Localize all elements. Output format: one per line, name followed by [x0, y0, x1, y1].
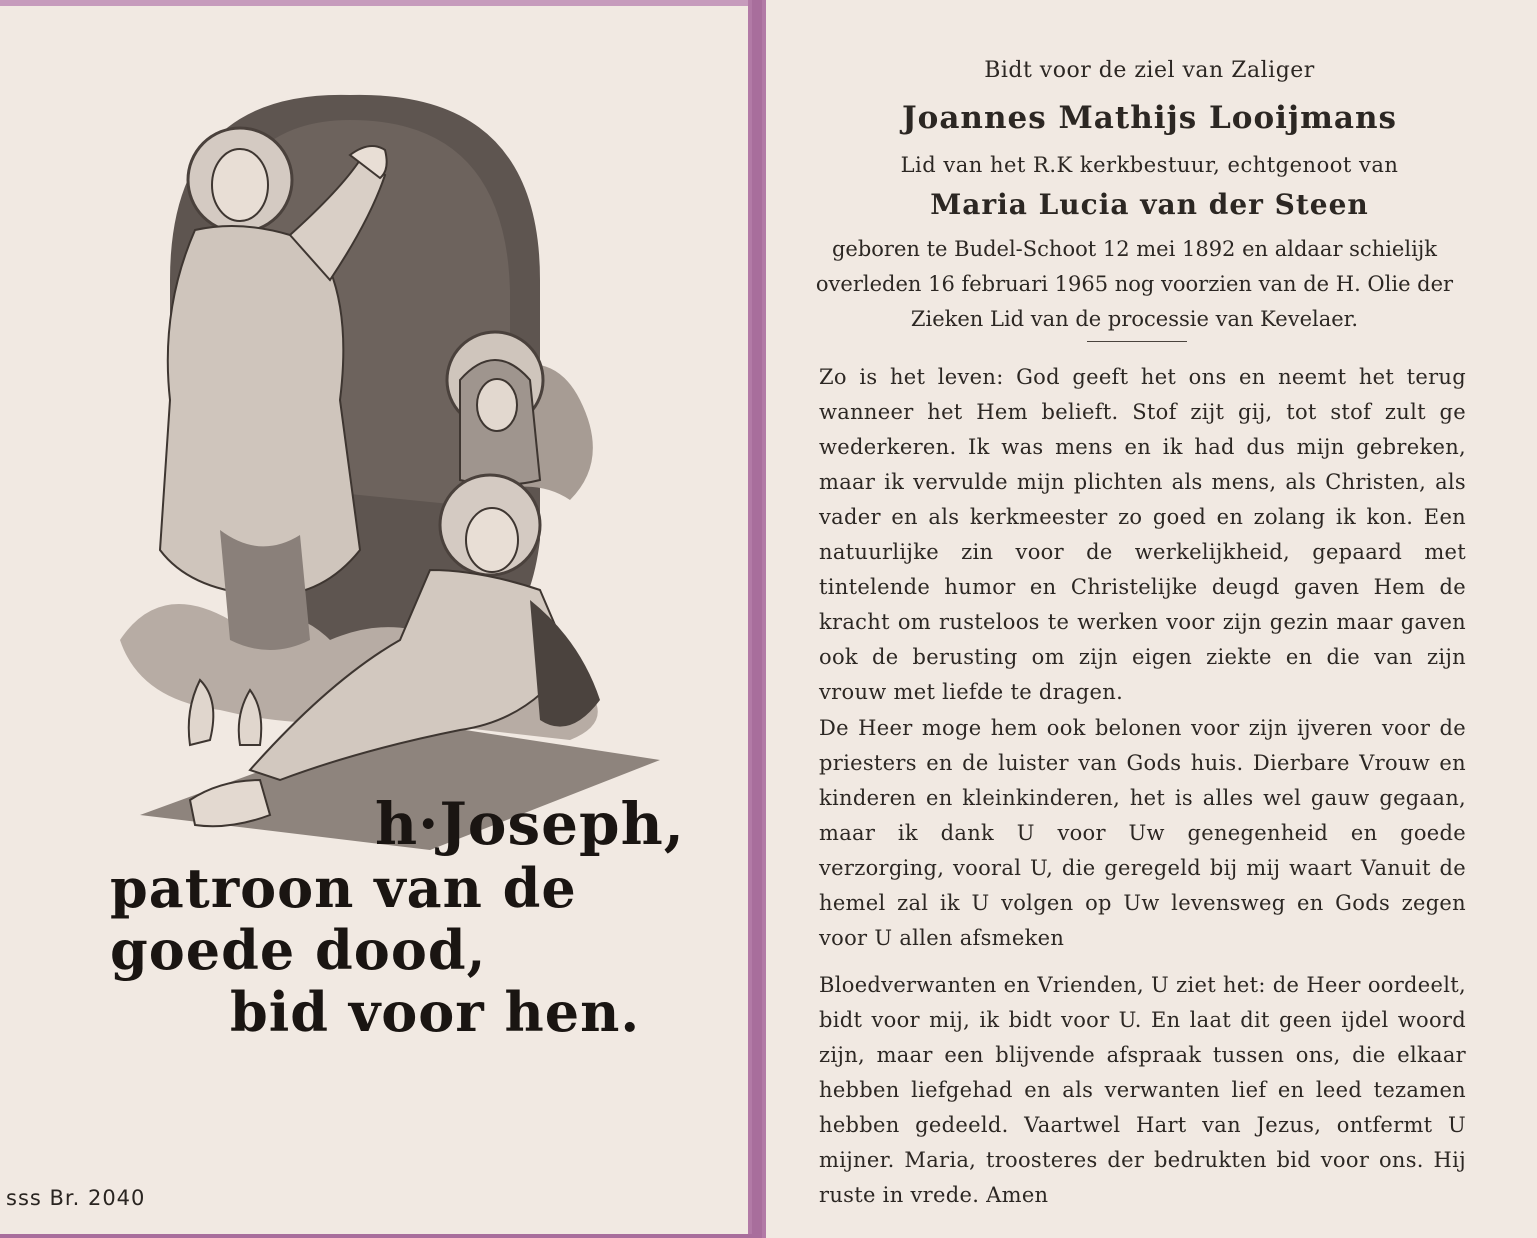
motto-line: h·Joseph,: [375, 790, 685, 858]
holy-family-illustration: [100, 80, 660, 850]
bio-text: geboren te Budel-Schoot 12 mei 1892 en aldaar schielijk overleden 16 februari 1965 nog voorzien van de H. Olie der Zieken Lid van de processie van Kevelaer.: [815, 237, 1454, 331]
card-edge: [762, 0, 766, 1238]
prayer-card-back: [762, 0, 1537, 1238]
divider: [1087, 341, 1187, 342]
motto-line: goede dood,: [110, 918, 487, 982]
paragraph: De Heer moge hem ook belonen voor zijn ijveren voor de priesters en de luister van Gods huis. Dierbare Vrouw en kinderen en kleinkinderen, het is alles wel gauw gegaan, maar ik dank U voor Uw genegenheid en goede verzorging, vooral U, die geregeld bij mij waart Vanuit de hemel zal ik U volgen op Uw levensweg en Gods zegen voor U allen afsmeken: [819, 716, 1466, 950]
deceased-name: Joannes Mathijs Looijmans: [902, 100, 1397, 136]
paragraph: Bloedverwanten en Vrienden, U ziet het: de Heer oordeelt, bidt voor mij, ik bidt voor U. En laat dit geen ijdel woord zijn, maar een blijvende afspraak tussen ons, die elkaar hebben liefgehad en als verwanten lief en leed tezamen hebben gedeeld. Vaartwel Hart van Jezus, ontfermt U mijner. Maria, troosteres der bedrukten bid voor ons. Hij ruste in vrede. Amen: [819, 973, 1466, 1207]
prayer-card-front: [0, 0, 752, 1234]
paragraph: Zo is het leven: God geeft het ons en neemt het terug wanneer het Hem belieft. Stof zijt gij, tot stof zult ge wederkeren. Ik was mens en ik had dus mijn gebreken, maar ik vervulde mijn plichten als mens, als Christen, als vader en als kerkmeester zo goed en zolang ik kon. Een natuurlijke zin voor de werkelijkheid, gepaard met tintelende humor en Christelijke deugd gaven Hem de kracht om rusteloos te werken voor zijn gezin maar gaven ook de berusting om zijn eigen ziekte en die van zijn vrouw met liefde te dragen.: [819, 365, 1466, 704]
motto-line: bid voor hen.: [230, 980, 641, 1044]
role-line: Lid van het R.K kerkbestuur, echtgenoot van: [900, 153, 1399, 177]
motto-line: patroon van de: [110, 856, 577, 920]
intro-line: Bidt voor de ziel van Zaliger: [984, 58, 1315, 83]
card-edge: [0, 0, 748, 6]
spouse-name: Maria Lucia van der Steen: [930, 188, 1369, 221]
printer-code: sss Br. 2040: [6, 1186, 146, 1210]
